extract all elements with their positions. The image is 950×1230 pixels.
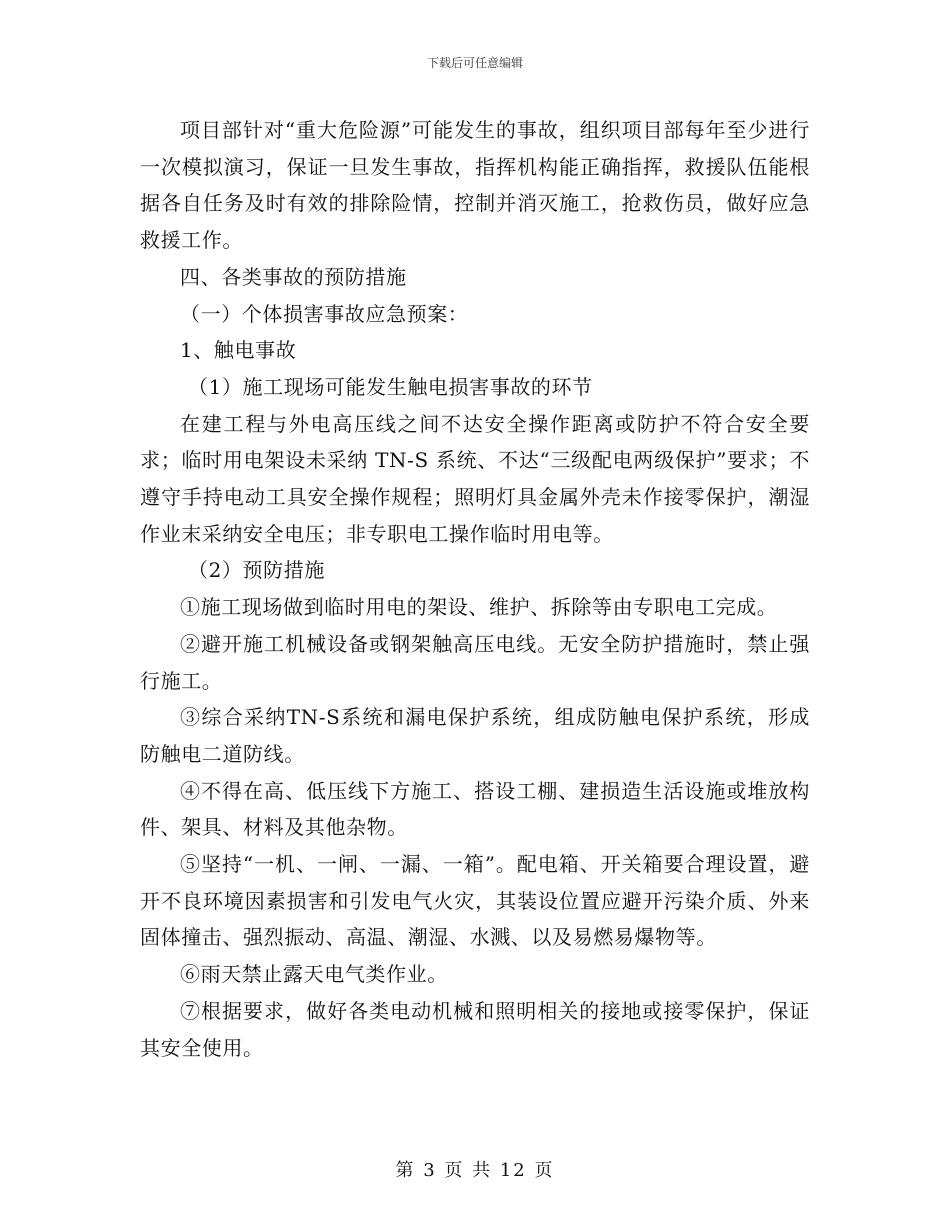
page-header-note: 下载后可任意编辑 xyxy=(426,56,523,70)
item-heading-electric-shock: 1、触电事故 xyxy=(180,338,297,363)
paragraph-drill-plan: 项目部针对“重大危险源”可能发生的事故，组织项目部每年至少进行一次模拟演习，保证一旦发生事故，指挥机构能正确指挥，救援队伍能根据各自任务及时有效的排除险情，控制并消灭施工，抢救伤员，做好应急救援工作。 xyxy=(140,118,810,253)
subitem-heading-risk-points: （1）施工现场可能发生触电损害事故的环节 xyxy=(188,374,593,399)
measure-5: ⑤坚持“一机、一闸、一漏、一箱”。配电箱、开关箱要合理设置，避开不良环境因素损害和引发电气火灾，其装设位置应避开污染介质、外来固体撞击、强烈振动、高温、潮湿、水溅、以及易燃易爆物等。 xyxy=(140,852,810,950)
document-body xyxy=(140,112,810,1066)
measure-2: ②避开施工机械设备或钢架触高压电线。无安全防护措施时，禁止强行施工。 xyxy=(140,631,810,693)
measure-4: ④不得在高、低压线下方施工、搭设工棚、建损造生活设施或堆放构件、架具、材料及其他杂物。 xyxy=(140,778,810,840)
measure-1: ①施工现场做到临时用电的架设、维护、拆除等由专职电工完成。 xyxy=(180,595,778,620)
section-heading-prevention: 四、各类事故的预防措施 xyxy=(180,264,407,289)
measure-7: ⑦根据要求，做好各类电动机械和照明相关的接地或接零保护，保证其安全使用。 xyxy=(140,998,810,1060)
subitem-heading-measures: （2）预防措施 xyxy=(188,558,325,583)
subsection-heading-personal-injury: （一）个体损害事故应急预案： xyxy=(180,301,469,326)
measure-3: ③综合采纳TN-S系统和漏电保护系统，组成防触电保护系统，形成防触电二道防线。 xyxy=(140,705,810,766)
page-footer-number: 第 3 页 共 12 页 xyxy=(395,1160,555,1181)
paragraph-risk-points: 在建工程与外电高压线之间不达安全操作距离或防护不符合安全要求；临时用电架设未采纳 TN-S 系统、不达“三级配电两级保护”要求；不遵守手持电动工具安全操作规程；照明灯具金属外壳未作接零保护，潮湿作业末采纳安全电压；非专职电工操作临时用电等。 xyxy=(140,411,810,546)
measure-6: ⑥雨天禁止露天电气类作业。 xyxy=(180,962,448,987)
